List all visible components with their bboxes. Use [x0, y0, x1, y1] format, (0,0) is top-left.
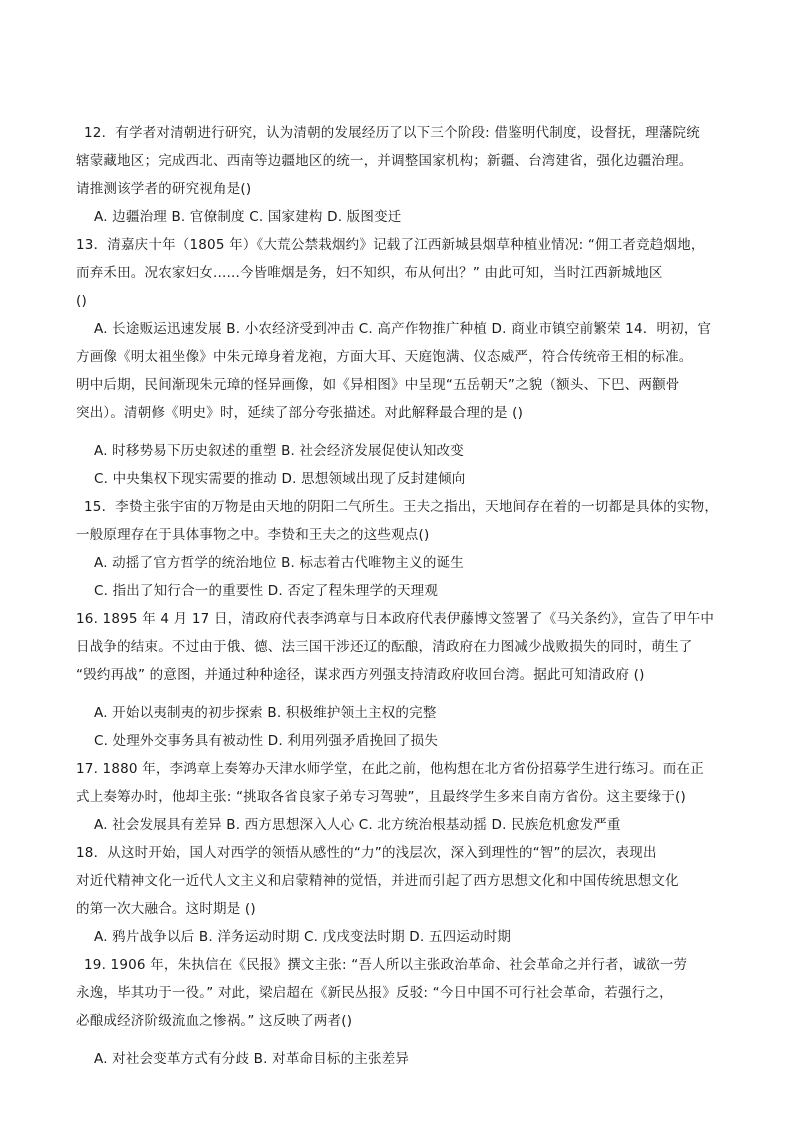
q16-options-cd: C. 处理外交事务具有被动性 D. 利用列强矛盾挽回了损失 [94, 733, 439, 749]
q19-line-2: 永逸，毕其功于一役。” 对此，梁启超在《新民丛报》反驳: “今日中国不可行社会革命，若强行之， [76, 985, 673, 1001]
q19-line-1: 19. 1906 年，朱执信在《民报》撰文主张: “吾人所以主张政治革命、社会革命之并行者，诚欲一劳 [84, 957, 688, 973]
q16-line-2: 日战争的结束。不过由于俄、德、法三国干涉还辽的酝酿，清政府在力图减少战败损失的同时，萌生了 [76, 639, 693, 655]
q18-line-1: 18．从这时开始，国人对西学的领悟从感性的“力”的浅层次，深入到理性的“智”的层次，表现出 [76, 845, 657, 861]
q12-line-1: 12．有学者对清朝进行研究，认为清朝的发展经历了以下三个阶段: 借鉴明代制度，设督抚，理藩院统 [84, 125, 700, 141]
q12-line-3: 请推测该学者的研究视角是() [76, 181, 252, 197]
q18-line-2: 对近代精神文化一近代人文主义和启蒙精神的觉悟，并进而引起了西方思想文化和中国传统思想文化 [76, 873, 679, 889]
q17-line-1: 17. 1880 年，李鸿章上奏筹办天津水师学堂，在此之前，他构想在北方省份招募学生进行练习。而在正 [76, 761, 704, 777]
q14-line-2: 方画像《明太祖坐像》中朱元璋身着龙袍，方面大耳、天庭饱满、仪态威严，符合传统帝王相的标准。 [76, 349, 693, 365]
q14-options-cd: C. 中央集权下现实需要的推动 D. 思想领域出现了反封建倾向 [94, 471, 466, 487]
q12-line-2: 辖蒙藏地区；完成西北、西南等边疆地区的统一，并调整国家机构；新疆、台湾建省，强化边疆治理。 [76, 153, 693, 169]
q14-line-3: 明中后期，民间渐现朱元璋的怪异画像，如《异相图》中呈现“五岳朝天”之貌（额头、下巴、两颧骨 [76, 377, 680, 393]
q18-options: A. 鸦片战争以后 B. 洋务运动时期 C. 戊戌变法时期 D. 五四运动时期 [94, 929, 512, 945]
q15-line-1: 15．李贽主张宇宙的万物是由天地的阴阳二气所生。王夫之指出，天地间存在着的一切都是具体的实物， [84, 499, 719, 515]
q14-options-ab: A. 时移势易下历史叙述的重塑 B. 社会经济发展促使认知改变 [94, 443, 464, 459]
q18-line-3: 的第一次大融合。这时期是 () [76, 901, 256, 917]
q19-line-3: 必酿成经济阶级流血之惨祸。” 这反映了两者() [76, 1013, 353, 1029]
q13-line-3: () [76, 293, 87, 309]
q16-options-ab: A. 开始以夷制夷的初步探索 B. 积极维护领土主权的完整 [94, 705, 437, 721]
q17-line-2: 式上奏筹办时，他却主张: “挑取各省良家子弟专习驾驶”，且最终学生多来自南方省份。这主要缘于() [76, 789, 686, 805]
q16-line-1: 16. 1895 年 4 月 17 日，清政府代表李鸿章与日本政府代表伊藤博文签署了《马关条约》，宣告了甲午中 [76, 611, 715, 627]
q16-line-3: “毁约再战” 的意图，并通过种种途径，谋求西方列强支持清政府收回台湾。据此可知清政府 () [76, 667, 645, 683]
q12-options: A. 边疆治理 B. 官僚制度 C. 国家建构 D. 版图变迁 [94, 209, 402, 225]
q15-options-cd: C. 指出了知行合一的重要性 D. 否定了程朱理学的天理观 [94, 583, 439, 599]
q13-options-q14-line-1: A. 长途贩运迅速发展 B. 小农经济受到冲击 C. 高产作物推广种植 D. 商业市镇空前繁荣 14．明初，官 [94, 321, 712, 337]
q15-line-2: 一般原理存在于具体事物之中。李贽和王夫之的这些观点() [76, 527, 430, 543]
q13-line-2: 而弃禾田。况农家妇女......今皆唯烟是务，妇不知织，布从何出？” 由此可知，当时江西新城地区 [76, 265, 663, 281]
q15-options-ab: A. 动摇了官方哲学的统治地位 B. 标志着古代唯物主义的诞生 [94, 555, 464, 571]
q14-line-4: 突出）。清朝修《明史》时，延续了部分夸张描述。对此解释最合理的是 () [76, 405, 524, 421]
q13-line-1: 13．清嘉庆十年（1805 年）《大荒公禁栽烟约》记载了江西新城县烟草种植业情况: “佣工者竞趋烟地， [76, 237, 705, 253]
q19-options: A. 对社会变革方式有分歧 B. 对革命目标的主张差异 [94, 1051, 410, 1067]
q17-options: A. 社会发展具有差异 B. 西方思想深入人心 C. 北方统治根基动摇 D. 民族危机愈发严重 [94, 817, 621, 833]
